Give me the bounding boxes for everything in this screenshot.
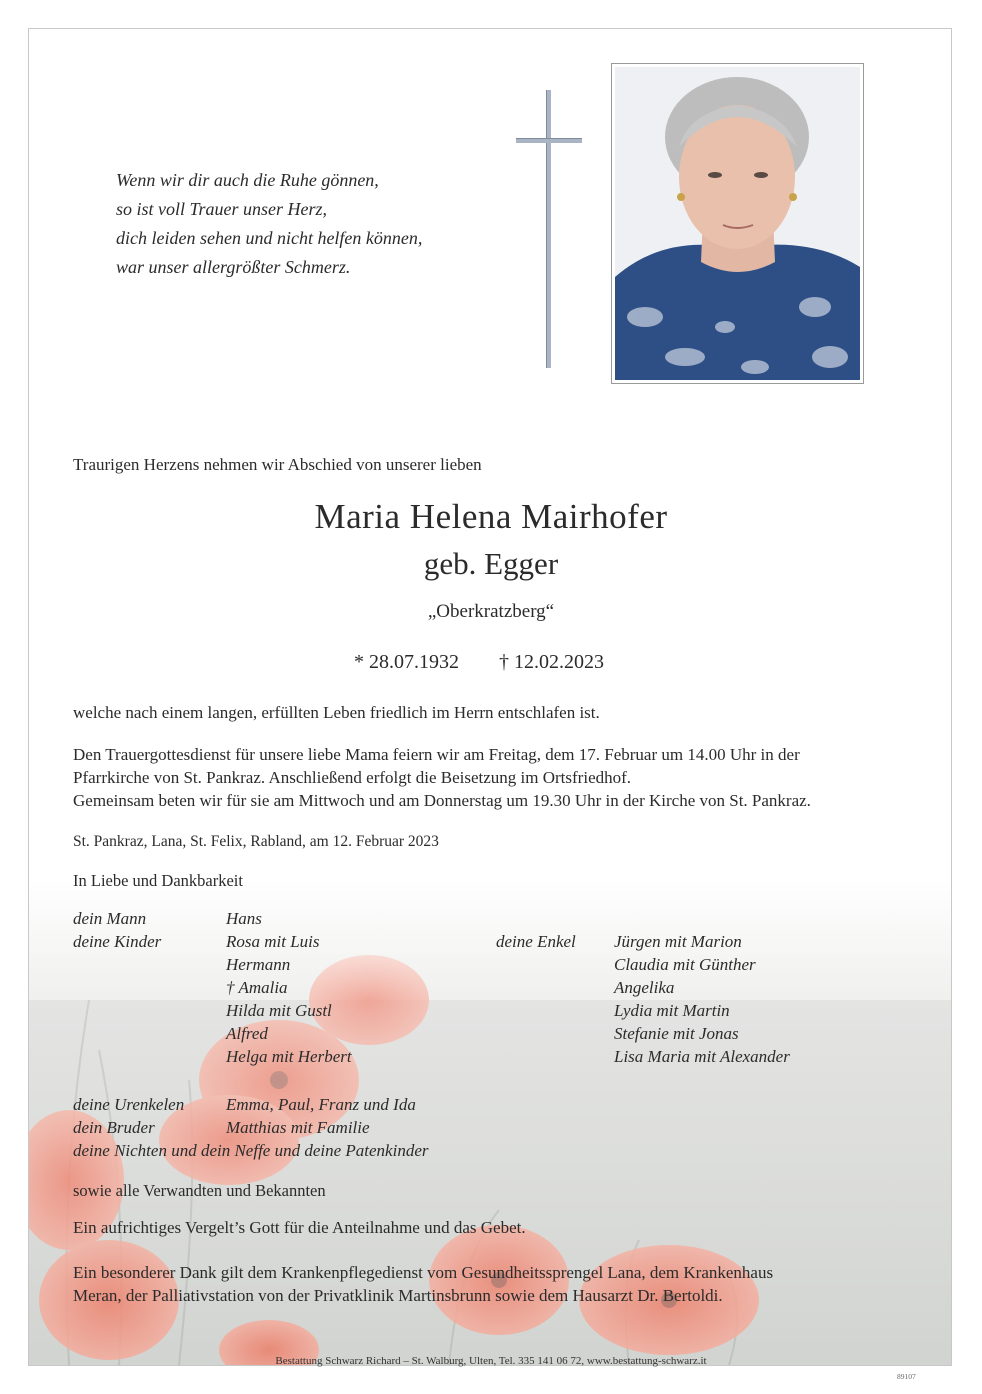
document-code: 89107 <box>897 1372 916 1381</box>
special-thanks-line: Ein besonderer Dank gilt dem Krankenpflegedienst vom Gesundheitssprengel Lana, dem Krankenhaus <box>73 1263 774 1282</box>
deceased-name: Maria Helena Mairhofer <box>314 497 668 536</box>
poem-line: war unser allergrößter Schmerz. <box>116 257 351 277</box>
passing-line: welche nach einem langen, erfüllten Leben friedlich im Herrn entschlafen ist. <box>73 703 600 722</box>
service-line: Pfarrkirche von St. Pankraz. Anschließend erfolgt die Beisetzung im Ortsfriedhof. <box>73 768 632 787</box>
family-name: Emma, Paul, Franz und Ida <box>226 1095 416 1114</box>
relation-label: deine Urenkelen <box>73 1095 185 1114</box>
family-name: † Amalia <box>226 978 288 997</box>
cross-icon <box>546 90 551 368</box>
family-name: Matthias mit Familie <box>226 1118 370 1137</box>
family-name: Claudia mit Günther <box>614 955 756 974</box>
special-thanks-line: Meran, der Palliativstation von der Privatklinik Martinsbrunn sowie dem Hausarzt Dr. Bertoldi. <box>73 1286 723 1305</box>
poem-line: so ist voll Trauer unser Herz, <box>116 199 328 219</box>
portrait-photo <box>611 63 864 384</box>
family-name: Helga mit Herbert <box>226 1047 352 1066</box>
nieces-line: deine Nichten und dein Neffe und deine Patenkinder <box>73 1141 429 1160</box>
place-date-line: St. Pankraz, Lana, St. Felix, Rabland, am 12. Februar 2023 <box>73 833 439 850</box>
relation-label: dein Bruder <box>73 1118 155 1137</box>
love-line: In Liebe und Dankbarkeit <box>73 871 243 890</box>
death-date: † 12.02.2023 <box>499 651 604 673</box>
family-name: Hans <box>226 909 262 928</box>
relation-label: deine Kinder <box>73 932 162 951</box>
intro-line: Traurigen Herzens nehmen wir Abschied von unserer lieben <box>73 455 482 474</box>
poem-line: Wenn wir dir auch die Ruhe gönnen, <box>116 170 379 190</box>
farm-name: „Oberkratzberg“ <box>427 601 555 622</box>
family-name: Lisa Maria mit Alexander <box>614 1047 790 1066</box>
birth-name: geb. Egger <box>423 546 559 581</box>
poem-line: dich leiden sehen und nicht helfen können, <box>116 228 423 248</box>
thanks-line: Ein aufrichtiges Vergelt’s Gott für die Anteilnahme und das Gebet. <box>73 1218 526 1237</box>
service-paragraph <box>73 743 811 812</box>
poem <box>116 166 422 282</box>
birth-date: * 28.07.1932 <box>354 651 459 673</box>
family-name: Rosa mit Luis <box>226 932 320 951</box>
family-name: Jürgen mit Marion <box>614 932 742 951</box>
service-line: Den Trauergottesdienst für unsere liebe Mama feiern wir am Freitag, dem 17. Februar um 14.00 Uhr in der <box>73 745 800 764</box>
family-name: Alfred <box>226 1024 268 1043</box>
family-name: Lydia mit Martin <box>614 1001 730 1020</box>
family-name: Hilda mit Gustl <box>226 1001 332 1020</box>
family-name: Angelika <box>614 978 675 997</box>
relatives-line: sowie alle Verwandten und Bekannten <box>73 1181 326 1200</box>
family-name: Stefanie mit Jonas <box>614 1024 739 1043</box>
life-dates <box>354 651 604 674</box>
relation-label: deine Enkel <box>496 932 576 951</box>
funeral-home-credit: Bestattung Schwarz Richard – St. Walburg, Ulten, Tel. 335 141 06 72, www.bestattung-schwarz.it <box>275 1355 707 1367</box>
service-line: Gemeinsam beten wir für sie am Mittwoch und am Donnerstag um 19.30 Uhr in der Kirche von St. Pankraz. <box>73 791 811 810</box>
cross-icon-bar <box>516 138 582 143</box>
family-name: Hermann <box>226 955 291 974</box>
relation-label: dein Mann <box>73 909 147 928</box>
